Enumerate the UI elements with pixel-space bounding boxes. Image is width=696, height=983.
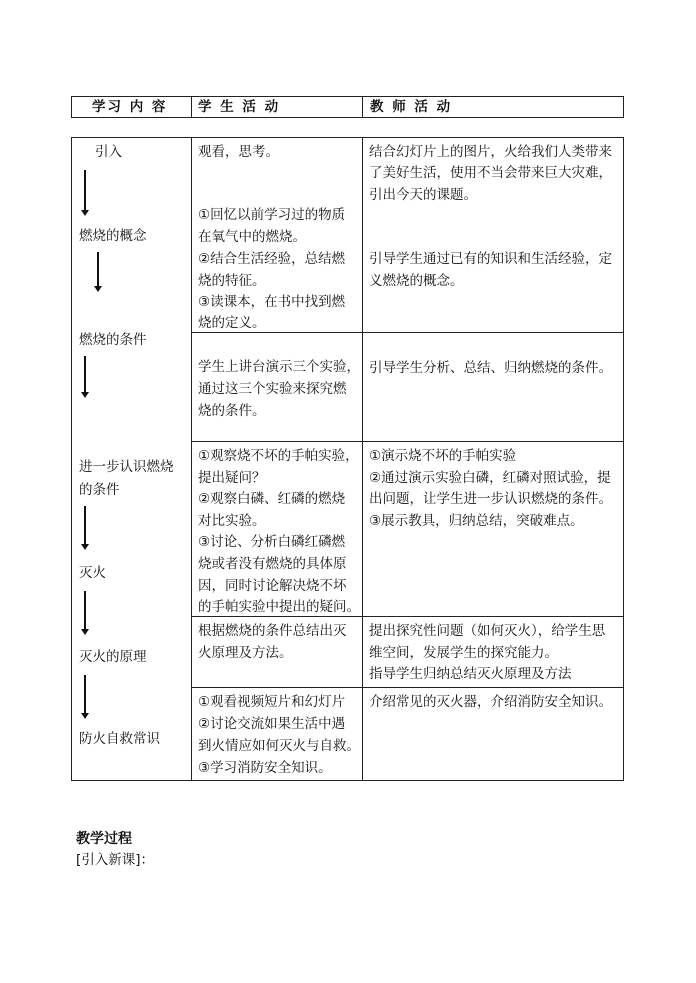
student-text: 观看，思考。 xyxy=(198,144,279,160)
student-text: ③讨论、分析白磷红磷燃 xyxy=(198,534,346,550)
student-text: ②观察白磷、红磷的燃烧 xyxy=(198,491,346,507)
section-heading: 教学过程 xyxy=(76,831,132,847)
teacher-text: ①演示烧不坏的手帕实验 xyxy=(369,448,517,464)
student-text: 通过这三个实验来探究燃 xyxy=(198,381,347,397)
teacher-text: 指导学生归纳总结灭火原理及方法 xyxy=(369,666,572,682)
student-text: ③读课本，在书中找到燃 xyxy=(198,294,346,310)
table-bottom-border xyxy=(71,780,624,781)
student-text: 提出疑问？ xyxy=(198,470,266,486)
student-text: 对比实验。 xyxy=(198,513,266,529)
student-text: ①观察烧不坏的手帕实验， xyxy=(198,448,359,464)
teacher-text: 介绍常见的灭火器，介绍消防安全知识。 xyxy=(369,694,612,710)
header-divider xyxy=(191,97,192,117)
down-arrow-icon xyxy=(84,675,86,715)
header-divider xyxy=(362,97,363,117)
student-text: 在氧气中的燃烧。 xyxy=(198,229,306,245)
teacher-text: ②通过演示实验白磷，红磷对照试验，提 xyxy=(369,470,611,486)
header-teacher-activity: 教 师 活 动 xyxy=(370,99,453,115)
teacher-text: 出问题，让学生进一步认识燃烧的条件。 xyxy=(369,491,612,507)
row-separator xyxy=(191,441,624,442)
student-text: 根据燃烧的条件总结出灭 xyxy=(198,623,347,639)
down-arrow-icon xyxy=(97,252,99,288)
student-text: 烧的特征。 xyxy=(198,273,266,289)
table-top-border xyxy=(71,137,624,138)
teacher-text: 了美好生活，使用不当会带来巨大灾难， xyxy=(369,165,612,181)
student-text: ③学习消防安全知识。 xyxy=(198,760,332,776)
teacher-text: 提出探究性问题（如何灭火），给学生思 xyxy=(369,623,606,639)
student-text: 火原理及方法。 xyxy=(198,645,293,661)
flow-step-further-line2: 的条件 xyxy=(79,482,120,498)
teacher-text: 义燃烧的概念。 xyxy=(369,273,464,289)
table-divider xyxy=(191,137,192,781)
teacher-text: ③展示教具，归纳总结，突破难点。 xyxy=(369,513,584,529)
student-text: 因，同时讨论解决烧不坏 xyxy=(198,578,347,594)
header-student-activity: 学 生 活 动 xyxy=(198,99,281,115)
student-text: ②讨论交流如果生活中遇 xyxy=(198,716,346,732)
flow-step-extinguish: 灭火 xyxy=(79,565,106,581)
table-right-border xyxy=(623,137,624,781)
student-text: 烧的条件。 xyxy=(198,403,266,419)
down-arrow-icon xyxy=(84,170,86,212)
student-text: ①回忆以前学习过的物质 xyxy=(198,207,346,223)
header-table xyxy=(71,96,624,118)
student-text: ①观看视频短片和幻灯片 xyxy=(198,694,346,710)
header-learning-content: 学习 内 容 xyxy=(92,99,168,115)
row-separator xyxy=(191,687,624,688)
flow-step-intro: 引入 xyxy=(95,144,122,160)
student-text: 的手帕实验中提出的疑问。 xyxy=(198,599,360,615)
section-subheading: [引入新课]： xyxy=(76,852,155,868)
teacher-text: 维空间，发展学生的探究能力。 xyxy=(369,645,558,661)
student-text: ②结合生活经验，总结燃 xyxy=(198,251,346,267)
down-arrow-icon xyxy=(84,506,86,546)
teacher-text: 结合幻灯片上的图片，火给我们人类带来 xyxy=(369,144,612,160)
flow-step-concept: 燃烧的概念 xyxy=(79,228,147,244)
flow-step-further-line1: 进一步认识燃烧 xyxy=(79,459,174,475)
teacher-text: 引出今天的课题。 xyxy=(369,187,477,203)
table-divider xyxy=(362,137,363,781)
flow-step-conditions: 燃烧的条件 xyxy=(79,332,147,348)
down-arrow-icon xyxy=(84,591,86,631)
flow-step-fire-safety: 防火自救常识 xyxy=(79,731,160,747)
student-text: 学生上讲台演示三个实验， xyxy=(198,359,360,375)
flow-step-principle: 灭火的原理 xyxy=(79,649,147,665)
student-text: 烧或者没有燃烧的具体原 xyxy=(198,556,347,572)
down-arrow-icon xyxy=(84,356,86,394)
teacher-text: 引导学生通过已有的知识和生活经验，定 xyxy=(369,251,612,267)
student-text: 到火情应如何灭火与自救。 xyxy=(198,738,360,754)
student-text: 烧的定义。 xyxy=(198,315,266,331)
teacher-text: 引导学生分析、总结、归纳燃烧的条件。 xyxy=(369,360,612,376)
table-left-border xyxy=(71,137,72,781)
